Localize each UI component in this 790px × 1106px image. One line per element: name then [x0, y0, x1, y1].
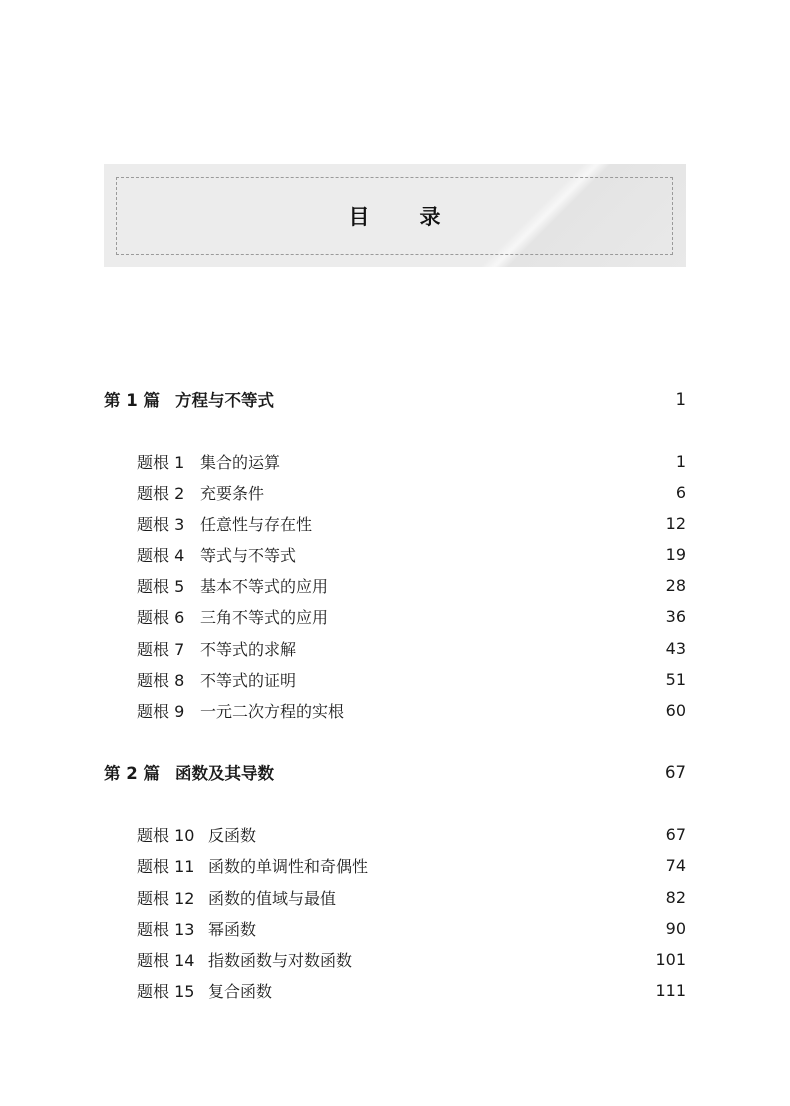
- item-page: 111: [655, 980, 686, 1000]
- item-title: 函数的值域与最值: [208, 888, 337, 908]
- toc-item[interactable]: [137, 542, 686, 566]
- item-page: 36: [665, 606, 686, 626]
- toc-item[interactable]: [137, 449, 686, 473]
- toc-item[interactable]: [137, 604, 686, 628]
- item-title: 任意性与存在性: [200, 514, 313, 534]
- item-page: 28: [665, 575, 686, 595]
- toc-item[interactable]: [137, 885, 686, 909]
- item-number: 题根 4: [137, 545, 185, 565]
- item-title: 函数的单调性和奇偶性: [208, 856, 369, 876]
- item-number: 题根 1: [137, 452, 185, 472]
- item-page: 60: [665, 700, 686, 720]
- toc-item[interactable]: [137, 916, 686, 940]
- item-page: 90: [665, 918, 686, 938]
- toc-item[interactable]: [137, 978, 686, 1002]
- part-title: 方程与不等式: [175, 391, 274, 410]
- item-title: 一元二次方程的实根: [200, 701, 345, 721]
- toc-item[interactable]: [137, 822, 686, 846]
- item-title: 复合函数: [208, 981, 273, 1001]
- item-number: 题根 5: [137, 576, 185, 596]
- title-frame: [116, 177, 673, 255]
- item-number: 题根 14: [137, 950, 195, 970]
- toc-item[interactable]: [137, 511, 686, 535]
- toc-item[interactable]: [137, 667, 686, 691]
- toc-part-1[interactable]: [104, 387, 686, 411]
- item-number: 题根 3: [137, 514, 185, 534]
- item-number: 题根 11: [137, 856, 195, 876]
- toc-item[interactable]: [137, 947, 686, 971]
- part-page: 1: [675, 389, 686, 409]
- item-title: 三角不等式的应用: [200, 607, 329, 627]
- title-banner: [104, 164, 686, 267]
- item-title: 集合的运算: [200, 452, 281, 472]
- item-title: 等式与不等式: [200, 545, 297, 565]
- item-page: 82: [665, 887, 686, 907]
- item-page: 101: [655, 949, 686, 969]
- toc-item[interactable]: [137, 636, 686, 660]
- item-title: 反函数: [208, 825, 257, 845]
- item-page: 1: [675, 451, 686, 471]
- part-number: 第 2 篇: [104, 764, 160, 783]
- item-page: 74: [665, 855, 686, 875]
- page-title: 目录: [348, 205, 491, 229]
- item-number: 题根 13: [137, 919, 195, 939]
- part-number: 第 1 篇: [104, 391, 160, 410]
- item-page: 19: [665, 544, 686, 564]
- item-page: 51: [665, 669, 686, 689]
- toc-part-2[interactable]: [104, 760, 686, 784]
- item-title: 指数函数与对数函数: [208, 950, 353, 970]
- item-title: 不等式的证明: [200, 670, 297, 690]
- item-page: 6: [675, 482, 686, 502]
- part-title: 函数及其导数: [175, 764, 274, 783]
- item-title: 充要条件: [200, 483, 265, 503]
- item-number: 题根 10: [137, 825, 195, 845]
- item-title: 不等式的求解: [200, 639, 297, 659]
- item-title: 基本不等式的应用: [200, 576, 329, 596]
- toc-item[interactable]: [137, 573, 686, 597]
- item-title: 幂函数: [208, 919, 257, 939]
- item-number: 题根 7: [137, 639, 185, 659]
- toc-item[interactable]: [137, 698, 686, 722]
- item-page: 67: [665, 824, 686, 844]
- item-page: 43: [665, 638, 686, 658]
- toc-item[interactable]: [137, 853, 686, 877]
- item-number: 题根 15: [137, 981, 195, 1001]
- item-number: 题根 2: [137, 483, 185, 503]
- item-number: 题根 9: [137, 701, 185, 721]
- item-page: 12: [665, 513, 686, 533]
- item-number: 题根 12: [137, 888, 195, 908]
- item-number: 题根 8: [137, 670, 185, 690]
- toc-item[interactable]: [137, 480, 686, 504]
- item-number: 题根 6: [137, 607, 185, 627]
- part-page: 67: [665, 762, 686, 782]
